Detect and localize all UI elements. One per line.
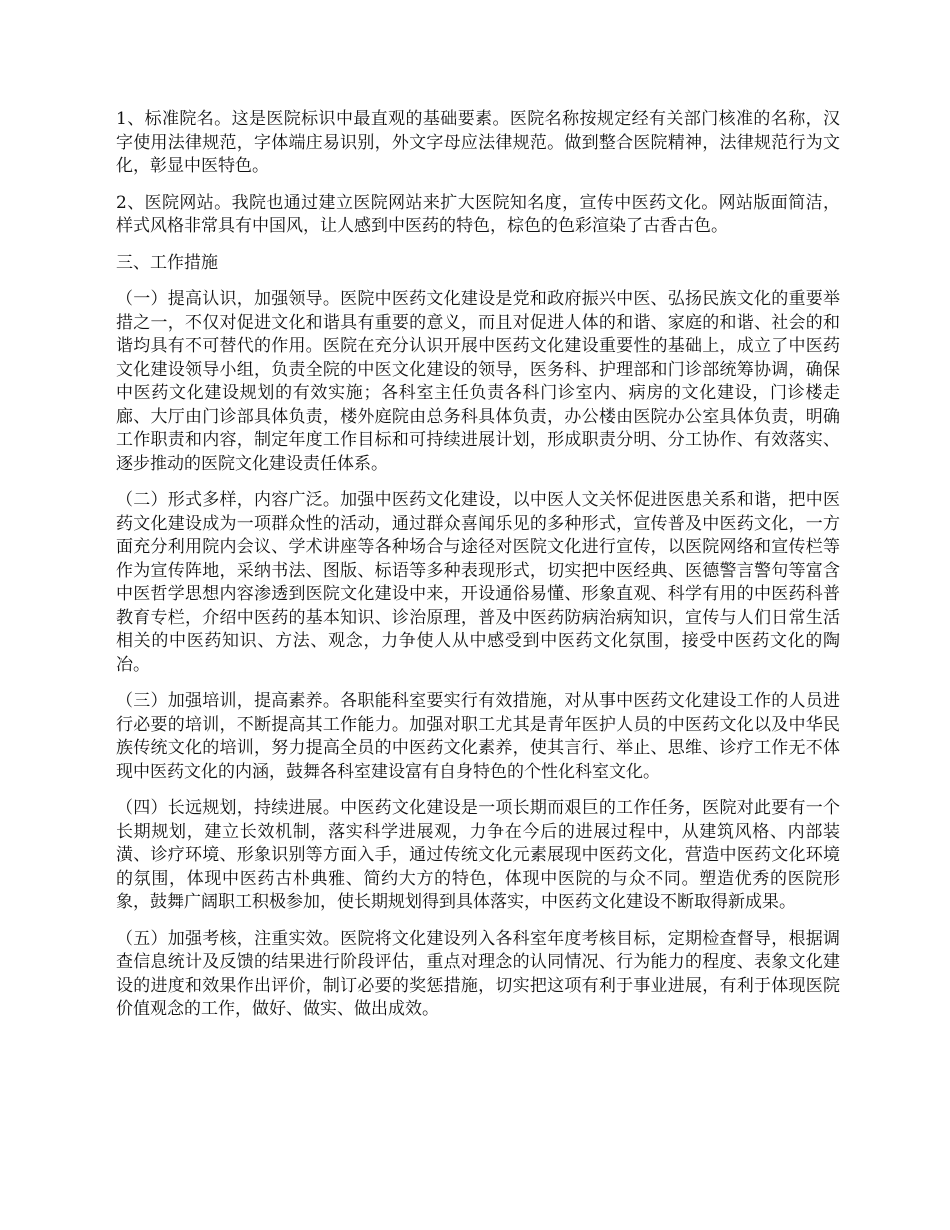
paragraph-measure-five: （五）加强考核，注重实效。医院将文化建设列入各科室年度考核目标，定期检查督导，根据调查信息统计及反馈的结果进行阶段评估，重点对理念的认同情况、行为能力的程度、表象文化建设的进度和效果作出评价，制订必要的奖惩措施，切实把这项有利于事业进展，有利于体现医院价值观念的工作，做好、做实、做出成效。 [116,928,840,1019]
paragraph-hospital-website: 2、医院网站。我院也通过建立医院网站来扩大医院知名度，宣传中医药文化。网站版面简洁，样式风格非常具有中国风，让人感到中医药的特色，棕色的色彩渲染了古香古色。 [116,192,840,236]
paragraph-measure-four: （四）长远规划，持续进展。中医药文化建设是一项长期而艰巨的工作任务，医院对此要有一个长期规划，建立长效机制，落实科学进展观，力争在今后的进展过程中，从建筑风格、内部装潢、诊疗环境、形象识别等方面入手，通过传统文化元素展现中医药文化，营造中医药文化环境的氛围，体现中医药古朴典雅、简约大方的特色，体现中医院的与众不同。塑造优秀的医院形象，鼓舞广阔职工积极参加，使长期规划得到具体落实，中医药文化建设不断取得新成果。 [116,798,840,912]
section-heading-work-measures: 三、工作措施 [116,252,218,273]
paragraph-standard-name: 1、标准院名。这是医院标识中最直观的基础要素。医院名称按规定经有关部门核准的名称，汉字使用法律规范，字体端庄易识别，外文字母应法律规范。做到整合医院精神，法律规范行为文化，彰显中医特色。 [116,109,840,176]
document-body [116,108,840,1035]
paragraph-measure-one: （一）提高认识，加强领导。医院中医药文化建设是党和政府振兴中医、弘扬民族文化的重要举措之一，不仅对促进文化和谐具有重要的意义，而且对促进人体的和谐、家庭的和谐、社会的和谐均具有不可替代的作用。医院在充分认识开展中医药文化建设重要性的基础上，成立了中医药文化建设领导小组，负责全院的中医文化建设的领导，医务科、护理部和门诊部统筹协调，确保中医药文化建设规划的有效实施；各科室主任负责各科门诊室内、病房的文化建设，门诊楼走廊、大厅由门诊部具体负责，楼外庭院由总务科具体负责，办公楼由医院办公室具体负责，明确工作职责和内容，制定年度工作目标和可持续进展计划，形成职责分明、分工协作、有效落实、逐步推动的医院文化建设责任体系。 [116,289,840,474]
paragraph-measure-two: （二）形式多样，内容广泛。加强中医药文化建设，以中医人文关怀促进医患关系和谐，把中医药文化建设成为一项群众性的活动，通过群众喜闻乐见的多种形式，宣传普及中医药文化，一方面充分利用院内会议、学术讲座等各种场合与途径对医院文化进行宣传，以医院网络和宣传栏等作为宣传阵地，采纳书法、图版、标语等多种表现形式，切实把中医经典、医德警言警句等富含中医哲学思想内容渗透到医院文化建设中来，开设通俗易懂、形象直观、科学有用的中医药科普教育专栏，介绍中医药的基本知识、诊治原理，普及中医药防病治病知识，宣传与人们日常生活相关的中医药知识、方法、观念，力争使人从中感受到中医药文化氛围，接受中医药文化的陶冶。 [116,490,840,675]
paragraph-measure-three: （三）加强培训，提高素养。各职能科室要实行有效措施，对从事中医药文化建设工作的人员进行必要的培训，不断提高其工作能力。加强对职工尤其是青年医护人员的中医药文化以及中华民族传统文化的培训，努力提高全员的中医药文化素养，使其言行、举止、思维、诊疗工作无不体现中医药文化的内涵，鼓舞各科室建设富有自身特色的个性化科室文化。 [116,691,840,782]
